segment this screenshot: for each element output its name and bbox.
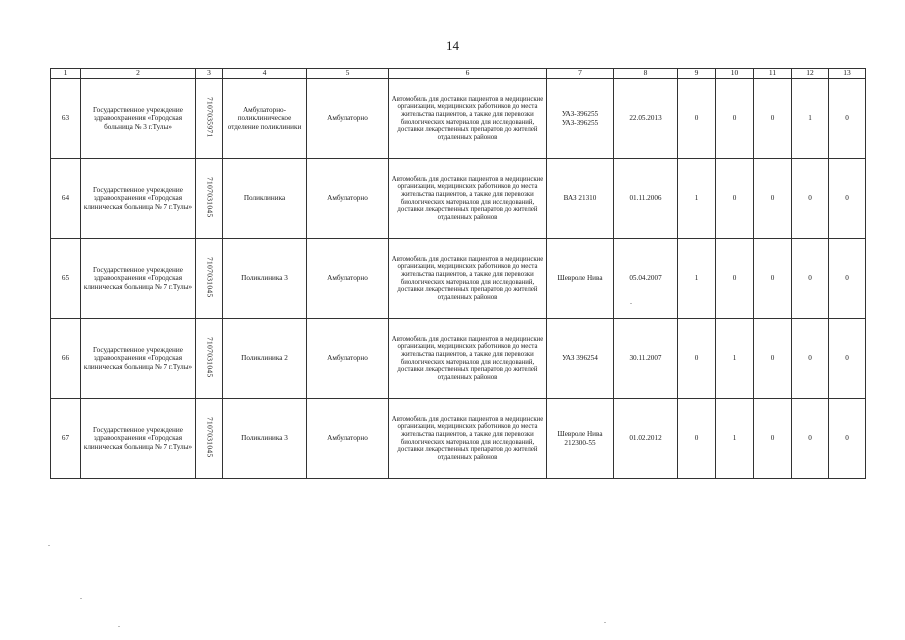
- care-type: Амбулаторно: [307, 239, 389, 319]
- inn-cell: [196, 399, 223, 479]
- inn-value: 7107031045: [205, 257, 215, 298]
- organization-name: Государственное учреждение здравоохранения «Городская клиническая больница № 7 г.Тулы»: [81, 399, 196, 479]
- organization-name: Государственное учреждение здравоохранения «Городская клиническая больница № 7 г.Тулы»: [81, 239, 196, 319]
- column-header: 3: [196, 69, 223, 79]
- scan-speck: [48, 545, 50, 546]
- unit-name: Поликлиника 3: [223, 399, 307, 479]
- vehicle-purpose: Автомобиль для доставки пациентов в медицинские организации, медицинских работников до места жительства пациентов, а также для перевозки биологических материалов для исследований, доставки лекарственных препаратов до жителей отдаленных районов: [389, 79, 547, 159]
- acquisition-date: 01.02.2012: [614, 399, 678, 479]
- count-cell: 0: [829, 79, 866, 159]
- column-header: 13: [829, 69, 866, 79]
- vehicle-purpose: Автомобиль для доставки пациентов в медицинские организации, медицинских работников до места жительства пациентов, а также для перевозки биологических материалов для исследований, доставки лекарственных препаратов до жителей отдаленных районов: [389, 239, 547, 319]
- count-cell: 1: [678, 159, 716, 239]
- acquisition-date: 05.04.2007: [614, 239, 678, 319]
- count-cell: 0: [716, 159, 754, 239]
- acquisition-date: 22.05.2013: [614, 79, 678, 159]
- vehicle-model: УАЗ-396255 УАЗ-396255: [547, 79, 614, 159]
- table-row: [51, 399, 866, 479]
- unit-name: Поликлиника 2: [223, 319, 307, 399]
- count-cell: 0: [792, 319, 829, 399]
- count-cell: 0: [829, 159, 866, 239]
- unit-name: Поликлиника 3: [223, 239, 307, 319]
- inn-cell: [196, 79, 223, 159]
- count-cell: 0: [754, 319, 792, 399]
- count-cell: 0: [678, 319, 716, 399]
- count-cell: 1: [678, 239, 716, 319]
- column-header: 4: [223, 69, 307, 79]
- column-header: 2: [81, 69, 196, 79]
- column-header: 8: [614, 69, 678, 79]
- acquisition-date: 30.11.2007: [614, 319, 678, 399]
- vehicle-purpose: Автомобиль для доставки пациентов в медицинские организации, медицинских работников до места жительства пациентов, а также для перевозки биологических материалов для исследований, доставки лекарственных препаратов до жителей отдаленных районов: [389, 319, 547, 399]
- column-header: 5: [307, 69, 389, 79]
- count-cell: 1: [716, 399, 754, 479]
- column-header: 10: [716, 69, 754, 79]
- vehicle-model: Шевроле Нива 212300-55: [547, 399, 614, 479]
- table-row: [51, 79, 866, 159]
- column-header: 1: [51, 69, 81, 79]
- scan-speck: [118, 626, 120, 627]
- count-cell: 0: [792, 239, 829, 319]
- count-cell: 0: [716, 239, 754, 319]
- count-cell: 0: [829, 319, 866, 399]
- count-cell: 0: [829, 239, 866, 319]
- count-cell: 0: [792, 159, 829, 239]
- row-number: 64: [51, 159, 81, 239]
- count-cell: 0: [829, 399, 866, 479]
- table-row: [51, 159, 866, 239]
- count-cell: 0: [754, 159, 792, 239]
- vehicle-model: УАЗ 396254: [547, 319, 614, 399]
- row-number: 66: [51, 319, 81, 399]
- count-cell: 0: [792, 399, 829, 479]
- vehicle-model: ВАЗ 21310: [547, 159, 614, 239]
- row-number: 67: [51, 399, 81, 479]
- column-header: 6: [389, 69, 547, 79]
- care-type: Амбулаторно: [307, 399, 389, 479]
- count-cell: 0: [678, 79, 716, 159]
- organization-name: Государственное учреждение здравоохранения «Городская больница № 3 г.Тулы»: [81, 79, 196, 159]
- column-header: 7: [547, 69, 614, 79]
- unit-name: Поликлиника: [223, 159, 307, 239]
- inn-cell: [196, 159, 223, 239]
- table-row: [51, 239, 866, 319]
- vehicle-purpose: Автомобиль для доставки пациентов в медицинские организации, медицинских работников до места жительства пациентов, а также для перевозки биологических материалов для исследований, доставки лекарственных препаратов до жителей отдаленных районов: [389, 159, 547, 239]
- page-number: 14: [446, 38, 459, 53]
- count-cell: 1: [716, 319, 754, 399]
- header-row: [51, 69, 866, 79]
- acquisition-date: 01.11.2006: [614, 159, 678, 239]
- scan-speck: [630, 303, 632, 304]
- column-header: 12: [792, 69, 829, 79]
- scan-speck: [604, 622, 606, 623]
- inn-cell: [196, 239, 223, 319]
- vehicle-purpose: Автомобиль для доставки пациентов в медицинские организации, медицинских работников до места жительства пациентов, а также для перевозки биологических материалов для исследований, доставки лекарственных препаратов до жителей отдаленных районов: [389, 399, 547, 479]
- care-type: Амбулаторно: [307, 319, 389, 399]
- organization-name: Государственное учреждение здравоохранения «Городская клиническая больница № 7 г.Тулы»: [81, 159, 196, 239]
- column-header: 11: [754, 69, 792, 79]
- column-header: 9: [678, 69, 716, 79]
- inn-value: 7107031045: [205, 337, 215, 378]
- inn-value: 7107031045: [205, 417, 215, 458]
- vehicle-registry-table: [50, 68, 866, 479]
- scan-speck: [80, 598, 82, 599]
- inn-cell: [196, 319, 223, 399]
- unit-name: Амбулаторно-поликлиническое отделение поликлиники: [223, 79, 307, 159]
- row-number: 65: [51, 239, 81, 319]
- count-cell: 0: [754, 399, 792, 479]
- inn-value: 7107035971: [205, 97, 215, 138]
- care-type: Амбулаторно: [307, 79, 389, 159]
- table-row: [51, 319, 866, 399]
- row-number: 63: [51, 79, 81, 159]
- organization-name: Государственное учреждение здравоохранения «Городская клиническая больница № 7 г.Тулы»: [81, 319, 196, 399]
- care-type: Амбулаторно: [307, 159, 389, 239]
- count-cell: 0: [754, 239, 792, 319]
- vehicle-model: Шевроле Нива: [547, 239, 614, 319]
- count-cell: 0: [716, 79, 754, 159]
- count-cell: 0: [754, 79, 792, 159]
- count-cell: 1: [792, 79, 829, 159]
- count-cell: 0: [678, 399, 716, 479]
- inn-value: 7107031045: [205, 177, 215, 218]
